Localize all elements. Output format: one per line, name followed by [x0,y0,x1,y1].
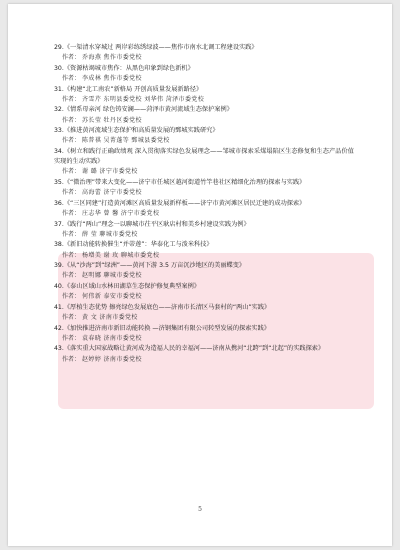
entry-title: 41.《厚植生态优势 擦亮绿色发展底色——济南市长清区马套村的“两山”实践》 [54,303,271,311]
entry-title: 40.《泰山区域山水林田湖草生态保护修复典型案例》 [54,282,200,290]
author-label: 作者： [62,355,81,363]
entry-title: 37.《践行“两山”理念一以聊城市茌平区耿店村和美乡村建设实践为例》 [54,220,250,228]
author-label: 作者： [62,230,81,238]
entry-list [54,43,354,365]
entry-author [54,251,354,262]
entry-author [54,355,354,366]
author-value: 乔海燕 焦作市委党校 [82,54,142,62]
author-value: 黄 文 济南市委党校 [82,313,138,321]
entry-title: 29.《一渠清水穿城过 两岸彩练绣绿波——焦作市南水北调工程建设实践》 [54,44,258,51]
author-label: 作者： [62,293,81,301]
entry-title: 38.《新旧动能转换催生“并蒂莲”：华泰化工与泼米科技》 [54,241,213,249]
author-value: 袁春晓 济南市委党校 [82,334,142,342]
author-label: 作者： [62,116,81,124]
author-value: 何伟新 泰安市委党校 [82,293,142,301]
entry-title: 32.《情系母亲河 绿色铸安澜——菏泽市黄河流域生态保护案例》 [54,106,233,114]
entry-title: 42.《加快推进济南市新旧动能转换 —济钢集团有限公司转型发展的探索实践》 [54,324,270,332]
author-value: 赵婷婷 济南市委党校 [82,355,142,363]
author-label: 作者： [62,251,81,259]
entry-title: 39.《从“沙海”到“绿洲”——黄河下游 3.5 万亩沉沙地区的美丽蝶变》 [54,262,246,270]
entry-title: 36.《“三区同建”打造黄河滩区高质量发展新样板——济宁市黄河滩区居民迁建的成功探索》 [54,199,306,207]
author-value: 齐雪芹 东明县委党校 刘华伟 菏泽市委党校 [82,95,205,103]
author-label: 作者： [62,313,81,321]
list-item [54,85,354,106]
author-value: 谢 璐 济宁市委党校 [82,168,138,176]
document-page [8,4,392,546]
entry-title: 30.《资源枯竭城市焦作：从黑色印象到绿色新机》 [54,64,194,72]
list-item [54,147,354,178]
entry-author [54,313,354,324]
author-value: 苏长莹 牡丹区委党校 [82,116,142,124]
list-item [54,303,354,324]
list-item [54,344,354,365]
list-item [54,64,354,85]
entry-author [54,95,354,106]
list-item [54,43,354,64]
entry-title: 31.《构建“北工南农”新格局 开创高质量发展新路径》 [54,85,203,93]
entry-author [54,230,354,241]
author-label: 作者： [62,209,81,217]
list-item [54,324,354,345]
author-value: 薛 莹 聊城市委党校 [82,230,138,238]
list-item [54,282,354,303]
list-item [54,178,354,199]
author-value: 陈普祺 吴菁蓬等 鄄城县委党校 [82,137,170,145]
entry-title: 33.《推进黄河流域生态保护和高质量发展的鄄城实践研究》 [54,127,219,135]
entry-author [54,116,354,127]
author-label: 作者： [62,334,81,342]
author-label: 作者： [62,168,81,176]
entry-author [54,53,354,64]
list-item [54,105,354,126]
author-value: 高海蕾 济宁市委党校 [82,189,142,197]
author-label: 作者： [62,75,81,82]
author-label: 作者： [62,272,81,280]
entry-author [54,334,354,345]
author-value: 杨增美 谢 玫 聊城市委党校 [82,251,160,259]
author-value: 李成林 焦作市委党校 [82,75,142,82]
entry-author [54,209,354,220]
list-item [54,220,354,241]
entry-author [54,271,354,282]
entry-author [54,188,354,199]
list-item [54,199,354,220]
entry-author [54,167,354,178]
entry-title: 35.《“微治理”带来大变化——济宁市任城区越河街道竹竿巷社区精细化治理的探索与实践》 [54,178,306,186]
entry-author [54,74,354,85]
list-item [54,126,354,147]
author-label: 作者： [62,95,81,103]
author-value: 庄志华 曾 馨 济宁市委党校 [82,209,160,217]
author-value: 赵明娜 聊城市委党校 [82,272,142,280]
entry-title: 34.《树立和践行正确政绩观 深入贯彻落实绿色发展理念——邹城市探索采煤塌陷区生态修复和生态产品价值实现的生动实践》 [54,147,354,166]
list-item [54,240,354,261]
list-item [54,261,354,282]
author-label: 作者： [62,54,81,62]
page-number: 5 [198,506,202,513]
author-label: 作者： [62,137,81,145]
author-label: 作者： [62,189,81,197]
entry-author [54,136,354,147]
entry-author [54,292,354,303]
entry-title: 43.《落实重大国家战略让黄河成为造福人民的幸福河——济南从携河“北跨”到“北起”的实践探索》 [54,345,325,353]
